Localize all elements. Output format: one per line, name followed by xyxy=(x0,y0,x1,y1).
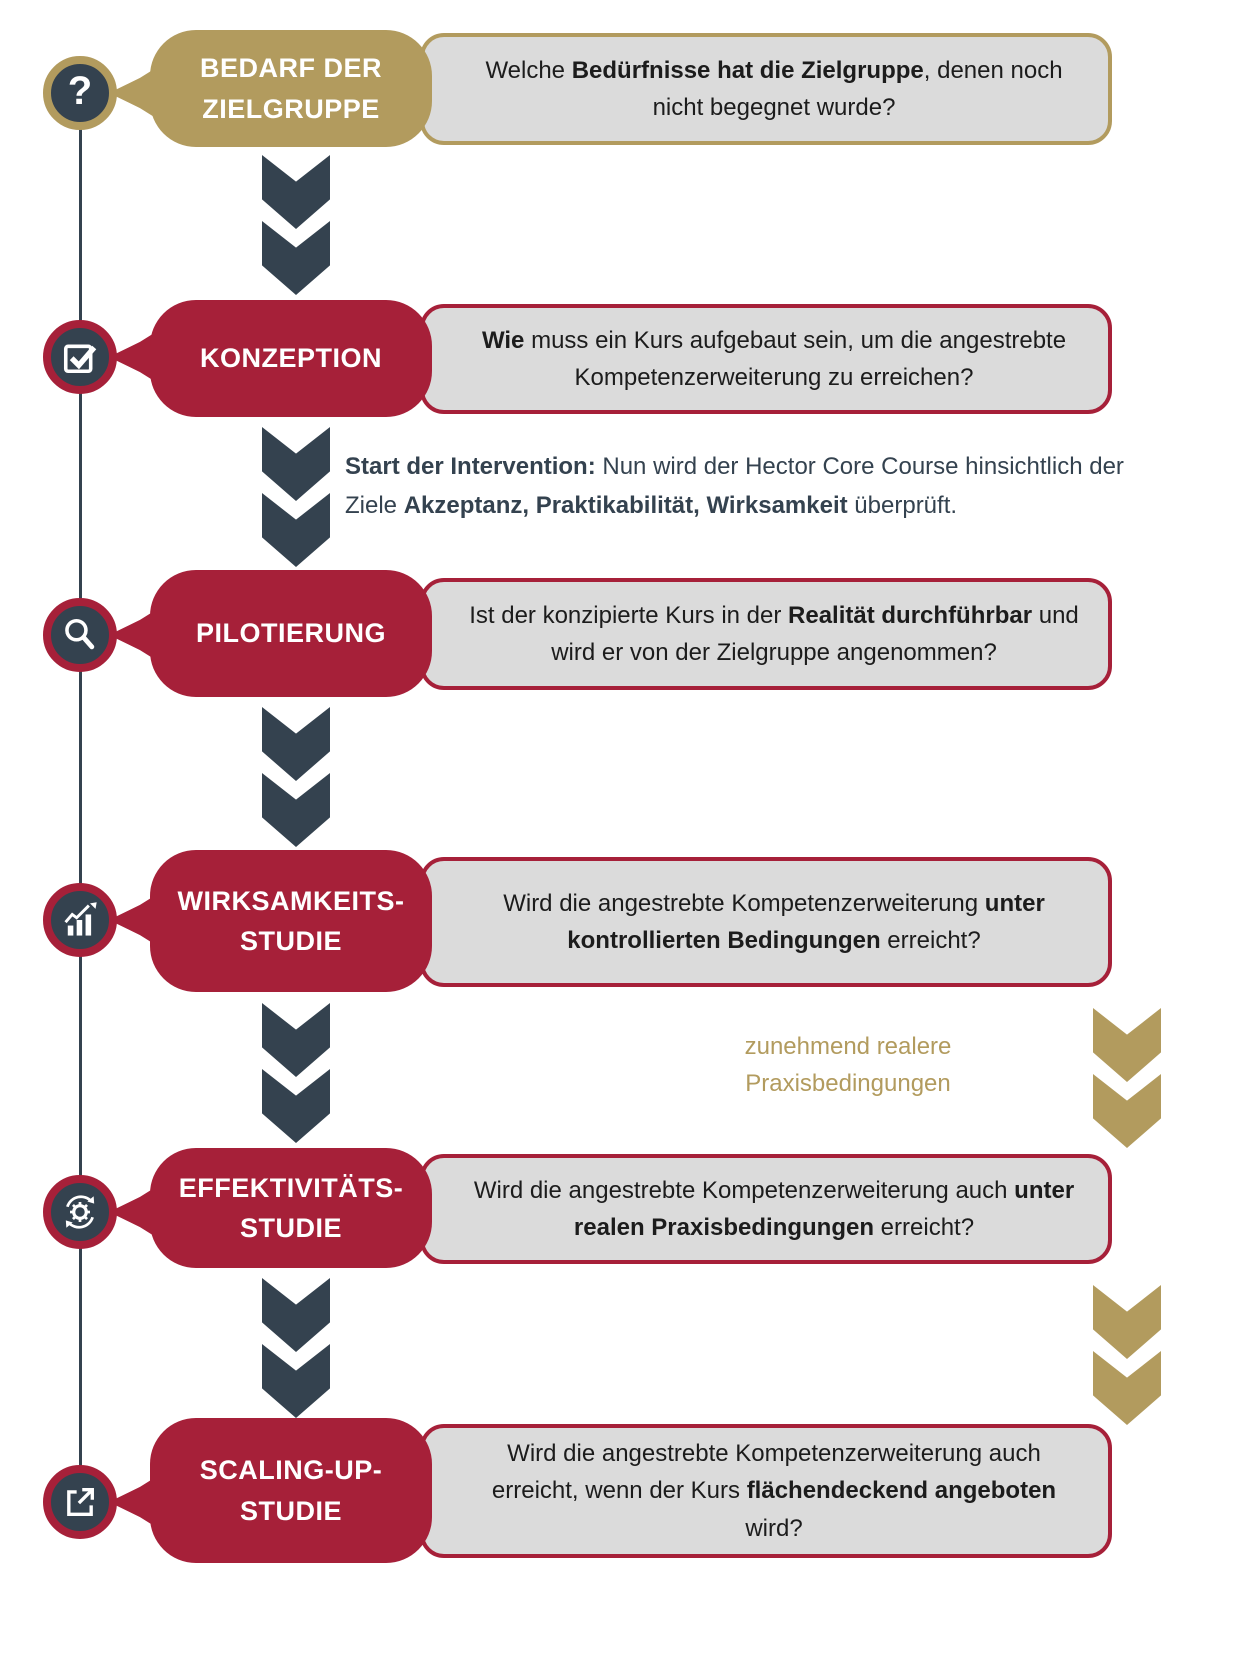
chevron-down-icon xyxy=(262,707,330,781)
stage-question-text: Welche Bedürfnisse hat die Zielgruppe, denen noch nicht begegnet wurde? xyxy=(485,56,1063,121)
praxis-note xyxy=(690,1028,1006,1102)
stage-label-line: SCALING-UP- xyxy=(199,1455,383,1485)
praxis-note-line: zunehmend realere xyxy=(744,1033,952,1060)
chevron-down-icon xyxy=(262,1344,330,1418)
stage-label-konzeption xyxy=(150,300,432,417)
stage-question-text: Ist der konzipierte Kurs in der Realität durchführbar und wird er von der Zielgruppe angenommen? xyxy=(469,601,1079,666)
stage-label-line: STUDIE xyxy=(239,1495,342,1526)
stage-question-effektivitaet xyxy=(420,1154,1112,1264)
stage-label-wirksamkeit xyxy=(150,850,432,992)
chevron-down-icon xyxy=(262,155,330,229)
stage-label-effektivitaet xyxy=(150,1148,432,1268)
intervention-note-text: Start der Intervention: Nun wird der Hector Core Course hinsichtlich der Ziele Akzeptanz, Praktikabilität, Wirksamkeit überprüft. xyxy=(345,453,1124,519)
intervention-note xyxy=(345,448,1160,526)
praxis-down-arrow xyxy=(1093,1285,1161,1417)
chart-icon xyxy=(60,900,100,940)
stage-label-line: BEDARF DER xyxy=(199,53,382,83)
down-arrow xyxy=(262,1278,330,1410)
stage-label-scalingup xyxy=(150,1418,432,1563)
chevron-down-icon xyxy=(1093,1285,1161,1359)
chevron-down-icon xyxy=(1093,1008,1161,1082)
stage-badge-effektivitaet xyxy=(43,1175,117,1249)
question-icon: ? xyxy=(67,69,93,113)
external-link-icon xyxy=(61,1483,99,1521)
chevron-down-icon xyxy=(262,1003,330,1077)
down-arrow xyxy=(262,707,330,839)
stage-label-line: ZIELGRUPPE xyxy=(202,93,380,124)
stage-badge-bedarf xyxy=(43,56,117,130)
gear-sync-icon xyxy=(59,1191,101,1233)
chevron-down-icon xyxy=(262,221,330,295)
stage-label-line: PILOTIERUNG xyxy=(195,618,386,649)
stage-question-scalingup xyxy=(420,1424,1112,1558)
stage-badge-pilotierung xyxy=(43,598,117,672)
stage-question-pilotierung xyxy=(420,578,1112,690)
timeline-line xyxy=(79,110,82,1475)
magnifier-icon xyxy=(61,616,99,654)
chevron-down-icon xyxy=(1093,1351,1161,1425)
stage-question-text: Wird die angestrebte Kompetenzerweiterung unter kontrollierten Bedingungen erreicht? xyxy=(503,889,1045,954)
stage-question-text: Wird die angestrebte Kompetenzerweiterung auch erreicht, wenn der Kurs flächendeckend angeboten wird? xyxy=(491,1440,1057,1542)
stage-label-line: WIRKSAMKEITS- xyxy=(177,885,405,916)
chevron-down-icon xyxy=(262,1278,330,1352)
down-arrow xyxy=(262,1003,330,1135)
chevron-down-icon xyxy=(262,427,330,501)
chevron-down-icon xyxy=(262,773,330,847)
chevron-down-icon xyxy=(1093,1074,1161,1148)
chevron-down-icon xyxy=(262,493,330,567)
stage-label-pilotierung xyxy=(150,570,432,697)
down-arrow xyxy=(262,427,330,559)
stage-badge-scalingup xyxy=(43,1465,117,1539)
chevron-down-icon xyxy=(262,1069,330,1143)
stage-label-line: STUDIE xyxy=(239,1213,342,1243)
stage-label-line: EFFEKTIVITÄTS- xyxy=(178,1172,404,1203)
stage-question-konzeption xyxy=(420,304,1112,414)
praxis-down-arrow xyxy=(1093,1008,1161,1140)
stage-question-bedarf xyxy=(420,33,1112,145)
checkbox-icon xyxy=(61,338,99,376)
stage-badge-wirksamkeit xyxy=(43,883,117,957)
stage-question-text: Wird die angestrebte Kompetenzerweiterung auch unter realen Praxisbedingungen erreicht? xyxy=(473,1176,1075,1241)
praxis-note-line: Praxisbedingungen xyxy=(745,1070,951,1098)
stage-badge-konzeption xyxy=(43,320,117,394)
stage-label-line: STUDIE xyxy=(239,926,342,956)
stage-label-line: KONZEPTION xyxy=(199,343,382,374)
stage-label-bedarf xyxy=(150,30,432,147)
stage-question-text: Wie muss ein Kurs aufgebaut sein, um die angestrebte Kompetenzerweiterung zu erreichen? xyxy=(481,326,1067,391)
stage-question-wirksamkeit xyxy=(420,857,1112,987)
down-arrow xyxy=(262,155,330,287)
